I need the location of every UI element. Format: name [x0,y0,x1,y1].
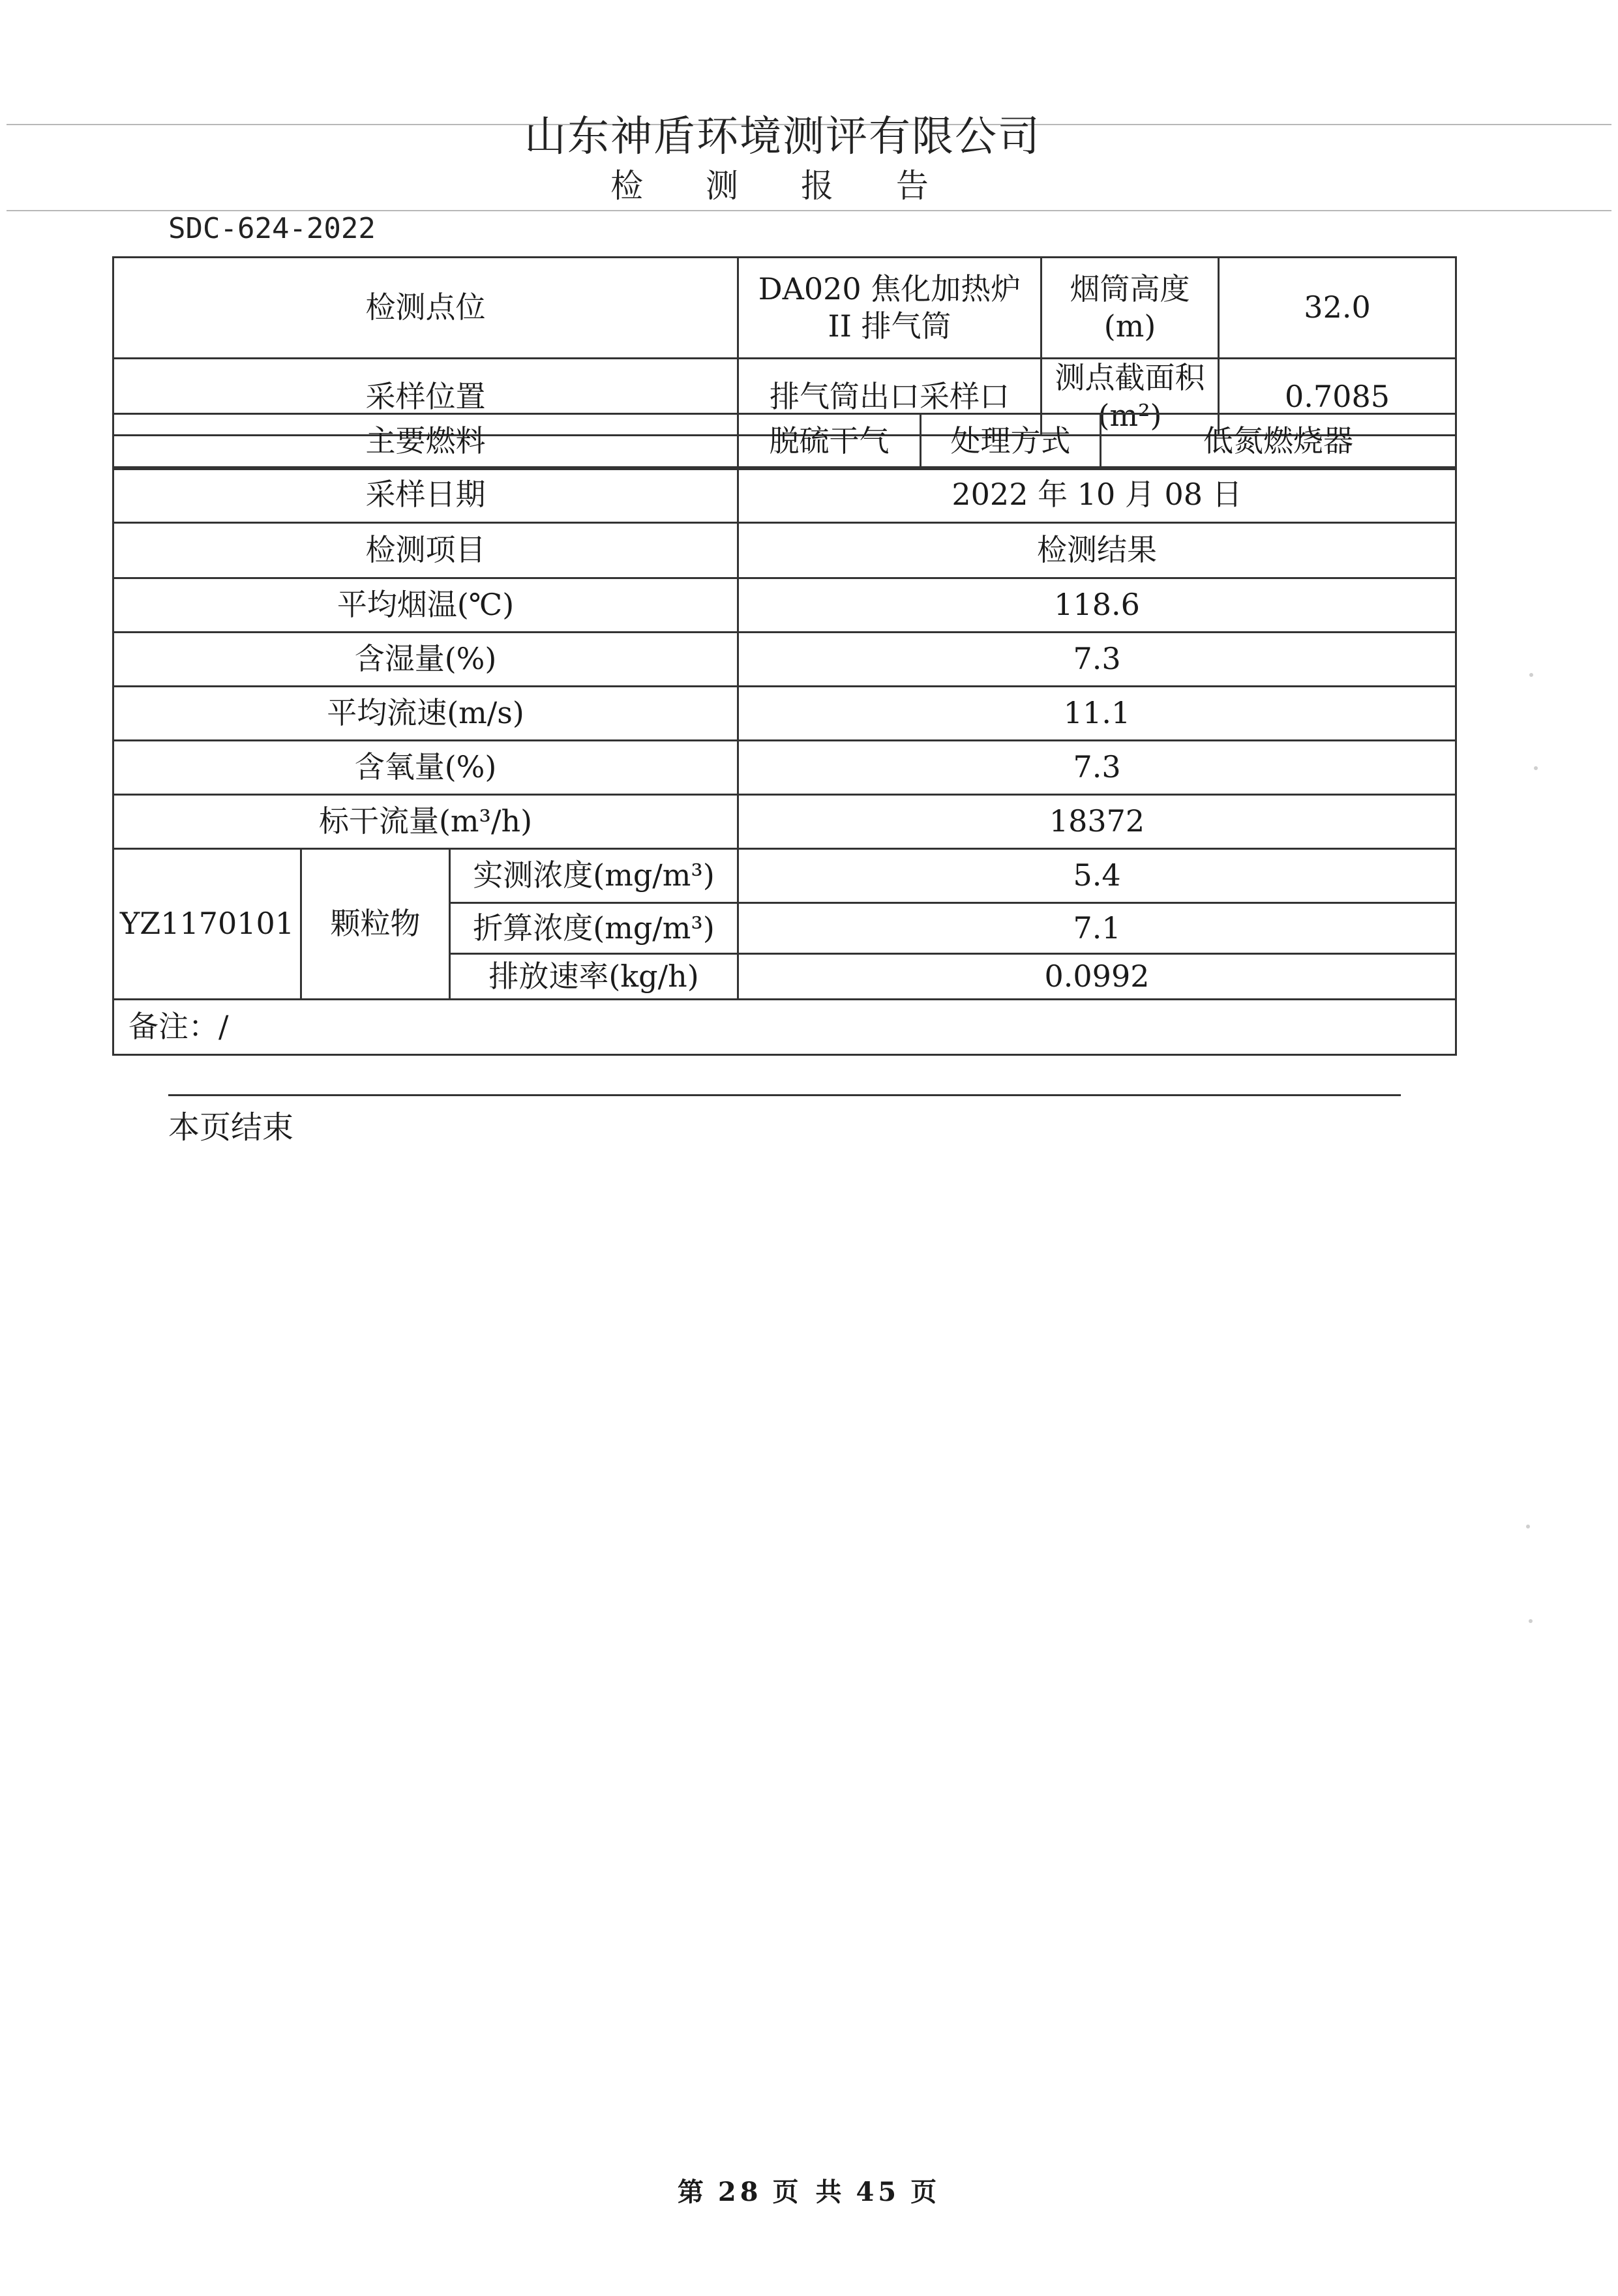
row-value: 11.1 [738,687,1456,741]
table-row [113,523,1456,578]
report-table-body [112,413,1457,470]
header-rule-bottom [7,210,1611,211]
table-row [113,687,1456,741]
row-label: 含氧量(%) [113,741,738,795]
pollutant-row-value: 5.4 [738,849,1456,903]
page-end-text: 本页结束 [168,1109,294,1146]
pollutant-row-value: 0.0992 [738,954,1456,1000]
pollutant-name: 颗粒物 [301,849,450,1000]
table-row [113,795,1456,849]
pollutant-row-value: 7.1 [738,903,1456,954]
page-total: 45 [856,2177,901,2207]
scan-speck [1529,1619,1533,1623]
section-area-label: 测点截面积(m²) [1041,359,1219,436]
pollutant-row-label: 折算浓度(mg/m³) [450,903,738,954]
report-table [112,256,1457,436]
table-row [113,1000,1456,1055]
table-row [113,578,1456,633]
point-value: DA020 焦化加热炉 II 排气筒 [738,258,1041,359]
document-number: SDC-624-2022 [168,212,376,245]
row-value: 118.6 [738,578,1456,633]
scan-speck [1534,766,1538,770]
table-row [113,258,1456,359]
page-current: 28 [717,2177,762,2207]
table-row [113,414,1456,470]
date-value: 2022 年 10 月 08 日 [738,468,1456,523]
remarks: 备注：/ [113,1000,1456,1055]
row-label: 平均流速(m/s) [113,687,738,741]
table-row [113,633,1456,687]
row-label: 含湿量(%) [113,633,738,687]
row-label: 标干流量(m³/h) [113,795,738,849]
page-footer [0,2171,1618,2209]
item-header: 检测项目 [113,523,738,578]
stack-height-value: 32.0 [1219,258,1456,359]
sampling-location-label: 采样位置 [113,359,738,436]
row-value: 7.3 [738,633,1456,687]
scan-speck [1529,673,1533,677]
page-mid: 页 共 [772,2177,846,2207]
date-label: 采样日期 [113,468,738,523]
table-row [113,468,1456,523]
row-label: 平均烟温(℃) [113,578,738,633]
pollutant-row-label: 实测浓度(mg/m³) [450,849,738,903]
end-divider [168,1094,1401,1096]
report-table-main [112,466,1457,1056]
stack-height-label: 烟筒高度(m) [1041,258,1219,359]
page-suffix: 页 [910,2177,941,2207]
fuel-value: 脱硫干气 [738,414,921,470]
report-title: 检 测 报 告 [610,167,955,205]
result-header: 检测结果 [738,523,1456,578]
page-prefix: 第 [677,2177,708,2207]
row-value: 7.3 [738,741,1456,795]
section-area-value: 0.7085 [1219,359,1456,436]
company-name: 山东神盾环境测评有限公司 [524,113,1041,161]
scan-speck [1526,1525,1530,1528]
sampling-location-value: 排气筒出口采样口 [738,359,1041,436]
treatment-value: 低氮燃烧器 [1101,414,1456,470]
table-row [113,741,1456,795]
treatment-label: 处理方式 [921,414,1101,470]
row-value: 18372 [738,795,1456,849]
fuel-label: 主要燃料 [113,414,738,470]
sample-id: YZ1170101 [113,849,301,1000]
pollutant-row-label: 排放速率(kg/h) [450,954,738,1000]
point-label: 检测点位 [113,258,738,359]
table-row [113,849,1456,903]
